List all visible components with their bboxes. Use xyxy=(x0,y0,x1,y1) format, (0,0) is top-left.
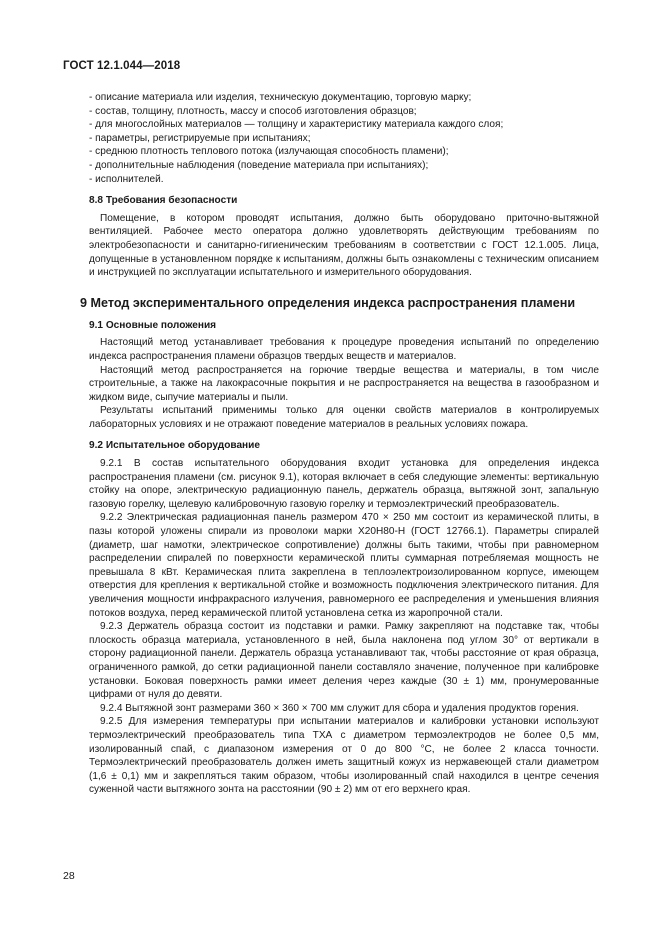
list-item: - параметры, регистрируемые при испытаниях; xyxy=(89,132,311,144)
paragraph: Результаты испытаний применимы только для оценки свойств материалов в контролируемых лабораторных условиях и не отражают поведение материалов в реальных условиях пожара. xyxy=(89,405,599,430)
paragraph: Помещение, в котором проводят испытания, должно быть оборудовано приточно-вытяжной вентиляцией. Рабочее место оператора должно удовлетворять действующим требованиям по электробезопасности и санитарно-гигиеническим требованиям в соответствии с ГОСТ 12.1.005. Лица, допущенные в установленном порядке к испытаниям, должны быть ознакомлены с техническим описанием и инструкцией по эксплуатации испытательного и измерительного оборудования. xyxy=(89,212,599,279)
list-item: - исполнителей. xyxy=(89,173,164,185)
list-item: - дополнительные наблюдения (поведение материала при испытаниях); xyxy=(89,159,429,171)
list-item: - описание материала или изделия, техническую документацию, торговую марку; xyxy=(89,92,472,103)
paragraph: 9.2.3 Держатель образца состоит из подставки и рамки. Рамку закрепляют на подставке так, чтобы плоскость образца материала, установленного в ней, была наклонена под углом 30° от вертикали в сторону радиационной панели. Держатель образца устанавливают так, чтобы расстояние от края образца, ограниченного рамкой, до сетки радиационной панели составляло значение, полученное при калибровке установки. Боковая поверхность рамки имеет деления через каждые (30 ± 1) мм, пронумерованные цифрами от нуля до девяти. xyxy=(89,621,599,701)
paragraph: 9.2.4 Вытяжной зонт размерами 360 × 360 × 700 мм служит для сбора и удаления продуктов горения. xyxy=(100,702,579,714)
paragraph: 9.2.1 В состав испытательного оборудования входит установка для определения индекса распространения пламени (см. рисунок 9.1), которая включает в себя следующие элементы: вертикальную стойку на опоре, электрическую радиационную панель, держатель образца, вытяжной зонт, запальную газовую горелку, щелевую калибровочную газовую горелку и термоэлектрический преобразователь. xyxy=(89,458,599,510)
paragraph: Настоящий метод устанавливает требования к процедуре проведения испытаний по определению индекса распространения пламени образцов твердых веществ и материалов. xyxy=(89,337,599,362)
subsection-heading-8-8: 8.8 Требования безопасности xyxy=(89,195,238,207)
document-code: ГОСТ 12.1.044—2018 xyxy=(63,60,181,72)
page-number: 28 xyxy=(63,870,75,882)
subsection-heading-9-2: 9.2 Испытательное оборудование xyxy=(89,440,260,452)
list-item: - состав, толщину, плотность, массу и способ изготовления образцов; xyxy=(89,105,417,117)
paragraph: 9.2.5 Для измерения температуры при испытании материалов и калибровки установки используют термоэлектрический преобразователь типа ТХА с диаметром термоэлектродов не более 0,5 мм, изолированный спай, с диапазоном измерения от 0 до 800 °С, не более 2 класса точности. Термоэлектрический преобразователь должен иметь защитный кожух из нержавеющей стали диаметром (1,6 ± 0,1) мм и закрепляться таким образом, чтобы изолированный спай находился в центре сечения суженной части вытяжного зонта на расстоянии (90 ± 2) мм от его верхнего края. xyxy=(89,716,599,796)
report-items-list xyxy=(89,91,599,186)
list-item: - среднюю плотность теплового потока (излучающая способность пламени); xyxy=(89,146,449,158)
list-item: - для многослойных материалов — толщину и характеристику материала каждого слоя; xyxy=(89,119,504,131)
subsection-heading-9-1: 9.1 Основные положения xyxy=(89,319,217,331)
paragraph: Настоящий метод распространяется на горючие твердые вещества и материалы, в том числе строительные, а также на лакокрасочные покрытия и не распространяется на вещества в газообразном и жидком виде, сыпучие материалы и пыли. xyxy=(89,364,599,403)
paragraph: 9.2.2 Электрическая радиационная панель размером 470 × 250 мм состоит из керамической плиты, в пазы которой уложены спирали из проволоки марки Х20Н80-Н (ГОСТ 12766.1). Параметры спиралей (диаметр, шаг намотки, электрическое сопротивление) должны быть такими, чтобы при равномерном распределении спиралей по поверхности керамической плиты суммарная потребляемая мощность не превышала 8 кВт. Керамическая плита закреплена в теплоэлектроизолированном корпусе, имеющем отверстия для крепления к вертикальной стойке и возможность подключения электрического питания. Для увеличения мощности инфракрасного излучения, равномерного ее распределения и уменьшения влияния потоков воздуха, перед керамической плитой установлена сетка из жаропрочной стали. xyxy=(89,512,599,619)
page-content xyxy=(80,91,599,797)
section-heading-9: 9 Метод экспериментального определения индекса распространения пламени xyxy=(80,295,576,310)
